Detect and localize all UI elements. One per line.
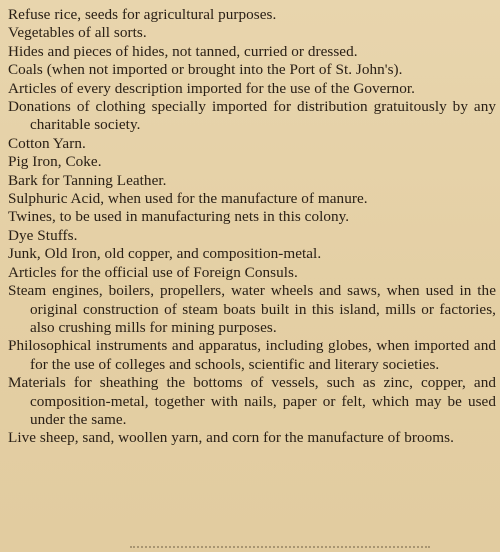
list-item: Materials for sheathing the bottoms of vessels, such as zinc, copper, and composition-metal, together with nails, paper or felt, which may be used under the same. [8,374,496,428]
duty-free-items-list [8,6,496,448]
list-item: Live sheep, sand, woollen yarn, and corn for the manufacture of brooms. [8,429,454,447]
list-item: Articles for the official use of Foreign Consuls. [8,263,298,281]
list-item: Donations of clothing specially imported for distribution gratuitously by any charitable society. [8,98,496,134]
list-item: Steam engines, boilers, propellers, water wheels and saws, when used in the original construction of steam boats built in this island, mills or factories, also crushing mills for mining purposes. [8,282,496,336]
list-item: Philosophical instruments and apparatus, including globes, when imported and for the use of colleges and schools, scientific and literary societies. [8,337,496,373]
list-item: Vegetables of all sorts. [8,24,147,42]
cropped-next-line [130,546,430,552]
list-item: Pig Iron, Coke. [8,153,102,171]
list-item: Articles of every description imported for the use of the Governor. [8,79,415,97]
list-item: Dye Stuffs. [8,226,78,244]
list-item: Junk, Old Iron, old copper, and composition-metal. [8,245,322,263]
list-item: Hides and pieces of hides, not tanned, curried or dressed. [8,42,358,60]
list-item: Cotton Yarn. [8,134,86,152]
list-item: Sulphuric Acid, when used for the manufacture of manure. [8,190,368,208]
list-item: Twines, to be used in manufacturing nets in this colony. [8,208,350,226]
list-item: Bark for Tanning Leather. [8,171,167,189]
list-item: Coals (when not imported or brought into the Port of St. John's). [8,61,403,79]
list-item: Refuse rice, seeds for agricultural purposes. [8,6,277,23]
